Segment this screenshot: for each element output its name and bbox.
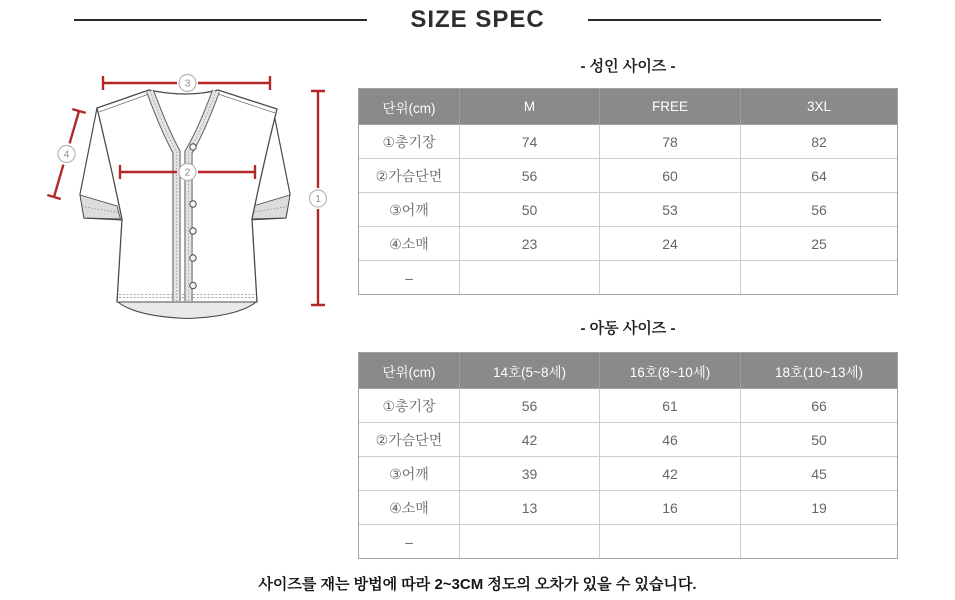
row-label: ③어깨 bbox=[359, 193, 460, 227]
cell-value: 13 bbox=[460, 491, 600, 525]
row-label: – bbox=[359, 525, 460, 558]
child-size-table bbox=[358, 352, 898, 559]
cell-value: 24 bbox=[600, 227, 741, 261]
title-rule-right bbox=[588, 19, 881, 21]
title-rule-left bbox=[74, 19, 367, 21]
row-label: ①총기장 bbox=[359, 389, 460, 423]
hem-tail bbox=[118, 302, 256, 319]
column-header: FREE bbox=[600, 89, 741, 125]
row-label: – bbox=[359, 261, 460, 294]
column-header: 16호(8~10세) bbox=[600, 353, 741, 389]
svg-text:4: 4 bbox=[63, 148, 70, 161]
cell-value bbox=[741, 261, 897, 294]
table-row bbox=[359, 423, 897, 457]
cell-value: 23 bbox=[460, 227, 600, 261]
cell-value: 45 bbox=[741, 457, 897, 491]
table-row bbox=[359, 457, 897, 491]
cell-value bbox=[460, 261, 600, 294]
marker-sleeve bbox=[58, 146, 75, 163]
marker-length bbox=[310, 190, 327, 207]
marker-shoulder bbox=[179, 75, 196, 92]
page-header bbox=[0, 5, 955, 35]
table-row bbox=[359, 193, 897, 227]
child-size-title: - 아동 사이즈 - bbox=[580, 320, 676, 337]
cell-value: 46 bbox=[600, 423, 741, 457]
marker-chest bbox=[179, 164, 196, 181]
row-label: ②가슴단면 bbox=[359, 423, 460, 457]
column-header: 18호(10~13세) bbox=[741, 353, 897, 389]
table-row bbox=[359, 389, 897, 423]
column-header: 3XL bbox=[741, 89, 897, 125]
jersey-diagram bbox=[40, 55, 340, 325]
cell-value bbox=[600, 261, 741, 294]
cell-value: 56 bbox=[741, 193, 897, 227]
svg-text:1: 1 bbox=[315, 193, 321, 206]
cell-value bbox=[600, 525, 741, 558]
header-row bbox=[359, 353, 897, 389]
row-label: ②가슴단면 bbox=[359, 159, 460, 193]
cell-value: 56 bbox=[460, 159, 600, 193]
column-header: 단위(cm) bbox=[359, 353, 460, 389]
table-row bbox=[359, 227, 897, 261]
cell-value: 66 bbox=[741, 389, 897, 423]
cell-value: 50 bbox=[741, 423, 897, 457]
cell-value: 61 bbox=[600, 389, 741, 423]
cell-value bbox=[460, 525, 600, 558]
table-row bbox=[359, 525, 897, 558]
column-header: M bbox=[460, 89, 600, 125]
cell-value: 74 bbox=[460, 125, 600, 159]
cell-value: 53 bbox=[600, 193, 741, 227]
svg-text:3: 3 bbox=[184, 77, 191, 90]
column-header: 14호(5~8세) bbox=[460, 353, 600, 389]
cell-value: 25 bbox=[741, 227, 897, 261]
cell-value: 60 bbox=[600, 159, 741, 193]
cell-value: 82 bbox=[741, 125, 897, 159]
adult-size-title: - 성인 사이즈 - bbox=[580, 58, 676, 75]
cell-value: 39 bbox=[460, 457, 600, 491]
cell-value: 16 bbox=[600, 491, 741, 525]
cell-value: 78 bbox=[600, 125, 741, 159]
cell-value: 56 bbox=[460, 389, 600, 423]
table-row bbox=[359, 491, 897, 525]
cell-value: 42 bbox=[600, 457, 741, 491]
cell-value bbox=[741, 525, 897, 558]
table-row bbox=[359, 261, 897, 294]
cell-value: 64 bbox=[741, 159, 897, 193]
row-label: ④소매 bbox=[359, 491, 460, 525]
cell-value: 42 bbox=[460, 423, 600, 457]
row-label: ③어깨 bbox=[359, 457, 460, 491]
cell-value: 50 bbox=[460, 193, 600, 227]
adult-size-table bbox=[358, 88, 898, 295]
header-row bbox=[359, 89, 897, 125]
table-row bbox=[359, 125, 897, 159]
cell-value: 19 bbox=[741, 491, 897, 525]
measurement-note: 사이즈를 재는 방법에 따라 2~3CM 정도의 오차가 있을 수 있습니다. bbox=[258, 576, 697, 593]
row-label: ①총기장 bbox=[359, 125, 460, 159]
row-label: ④소매 bbox=[359, 227, 460, 261]
table-row bbox=[359, 159, 897, 193]
jersey-illustration bbox=[40, 55, 340, 325]
page-title: SIZE SPEC bbox=[410, 6, 545, 33]
svg-text:2: 2 bbox=[184, 166, 191, 179]
column-header: 단위(cm) bbox=[359, 89, 460, 125]
